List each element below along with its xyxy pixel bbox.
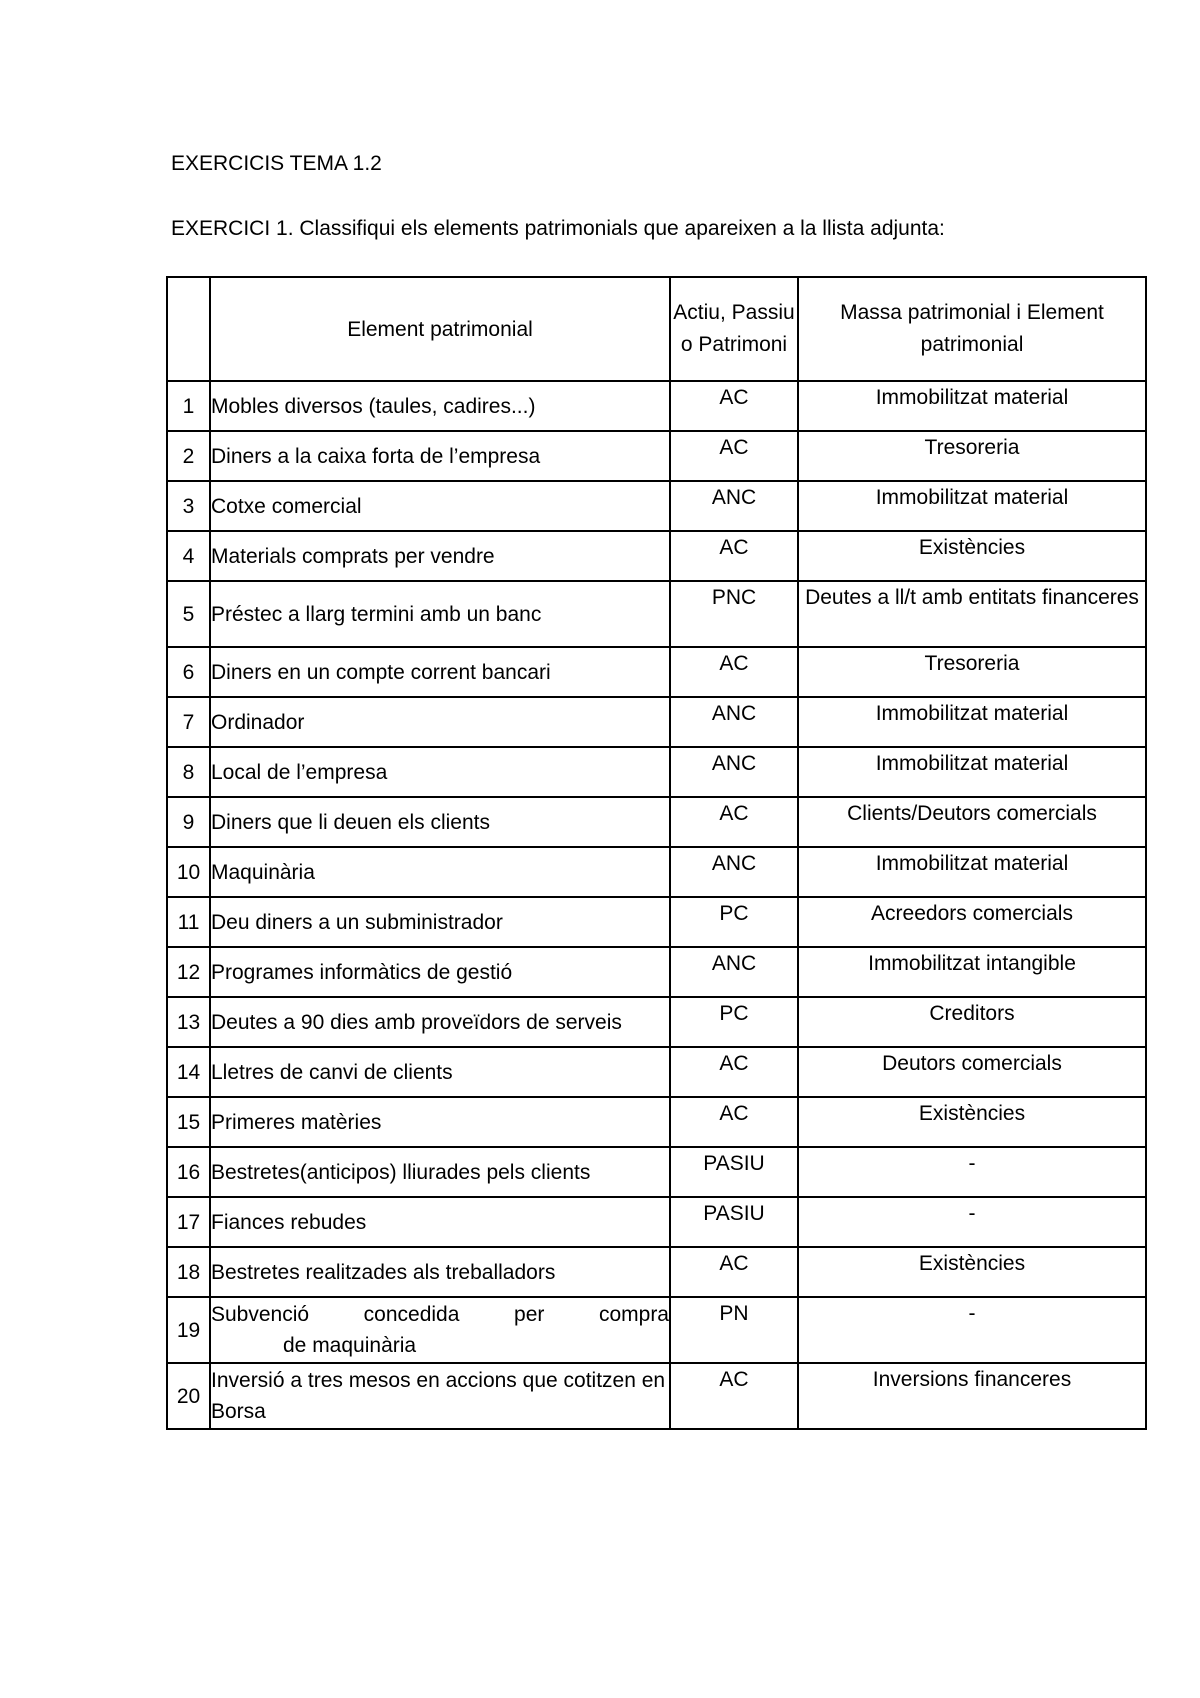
row-element: Cotxe comercial <box>210 481 670 531</box>
table-row <box>167 581 1146 647</box>
table-row <box>167 1363 1146 1429</box>
row-number: 12 <box>167 947 210 997</box>
page-title: EXERCICIS TEMA 1.2 <box>171 152 382 175</box>
row-element: Deutes a 90 dies amb proveïdors de serveis <box>210 997 670 1047</box>
header-element: Element patrimonial <box>210 277 670 381</box>
table-row <box>167 531 1146 581</box>
row-number: 6 <box>167 647 210 697</box>
exercise-statement: EXERCICI 1. Classifiqui els elements patrimonials que apareixen a la llista adjunta: <box>171 217 945 240</box>
table-row <box>167 947 1146 997</box>
row-mass: Acreedors comercials <box>798 897 1146 947</box>
row-type: AC <box>670 431 798 481</box>
table-row <box>167 797 1146 847</box>
row-type: PASIU <box>670 1197 798 1247</box>
row-element: Programes informàtics de gestió <box>210 947 670 997</box>
row-number: 15 <box>167 1097 210 1147</box>
row-mass: Immobilitzat material <box>798 481 1146 531</box>
row-element: Diners en un compte corrent bancari <box>210 647 670 697</box>
row-type: AC <box>670 647 798 697</box>
table-row <box>167 431 1146 481</box>
row-element: Mobles diversos (taules, cadires...) <box>210 381 670 431</box>
row-number: 7 <box>167 697 210 747</box>
row-number: 16 <box>167 1147 210 1197</box>
row-element: Diners a la caixa forta de l’empresa <box>210 431 670 481</box>
row-mass: Immobilitzat material <box>798 697 1146 747</box>
header-mass: Massa patrimonial i Element patrimonial <box>798 277 1146 381</box>
table-row <box>167 697 1146 747</box>
row-number: 5 <box>167 581 210 647</box>
row-element: Local de l’empresa <box>210 747 670 797</box>
table-row <box>167 997 1146 1047</box>
row-number: 3 <box>167 481 210 531</box>
row-type: PC <box>670 997 798 1047</box>
header-number <box>167 277 210 381</box>
row-element: Fiances rebudes <box>210 1197 670 1247</box>
row-mass: Deutes a ll/t amb entitats financeres <box>798 581 1146 647</box>
table-row <box>167 1047 1146 1097</box>
row-type: AC <box>670 1363 798 1429</box>
row-mass: Immobilitzat material <box>798 847 1146 897</box>
table-row <box>167 481 1146 531</box>
row-type: ANC <box>670 847 798 897</box>
row-element: Primeres matèries <box>210 1097 670 1147</box>
row-element: Inversió a tres mesos en accions que cotitzen en Borsa <box>210 1363 670 1429</box>
header-type: Actiu, Passiu o Patrimoni <box>670 277 798 381</box>
table-row <box>167 381 1146 431</box>
table-row <box>167 847 1146 897</box>
row-number: 14 <box>167 1047 210 1097</box>
table-row <box>167 1097 1146 1147</box>
row-element: Deu diners a un subministrador <box>210 897 670 947</box>
row-type: AC <box>670 797 798 847</box>
row-type: AC <box>670 1097 798 1147</box>
row-number: 10 <box>167 847 210 897</box>
row-element-line: de maquinària <box>283 1334 417 1357</box>
row-mass: Immobilitzat intangible <box>798 947 1146 997</box>
row-type: ANC <box>670 747 798 797</box>
row-type: AC <box>670 531 798 581</box>
row-element: Bestretes(anticipos) lliurades pels clients <box>210 1147 670 1197</box>
row-number: 1 <box>167 381 210 431</box>
row-element <box>210 1297 670 1363</box>
row-type: ANC <box>670 697 798 747</box>
row-element: Diners que li deuen els clients <box>210 797 670 847</box>
classification-table <box>166 276 1147 1430</box>
row-element: Maquinària <box>210 847 670 897</box>
row-mass: - <box>798 1147 1146 1197</box>
table-row <box>167 1247 1146 1297</box>
row-element-line: Subvenció concedida per compra <box>211 1303 669 1326</box>
row-mass: Clients/Deutors comercials <box>798 797 1146 847</box>
row-mass: Deutors comercials <box>798 1047 1146 1097</box>
table-row <box>167 647 1146 697</box>
row-element: Préstec a llarg termini amb un banc <box>210 581 670 647</box>
table-header-row <box>167 277 1146 381</box>
row-mass: - <box>798 1197 1146 1247</box>
row-element: Ordinador <box>210 697 670 747</box>
row-number: 4 <box>167 531 210 581</box>
row-type: PC <box>670 897 798 947</box>
table-row <box>167 1147 1146 1197</box>
row-number: 9 <box>167 797 210 847</box>
row-mass: - <box>798 1297 1146 1363</box>
row-element: Lletres de canvi de clients <box>210 1047 670 1097</box>
row-number: 19 <box>167 1297 210 1363</box>
row-number: 8 <box>167 747 210 797</box>
row-element: Bestretes realitzades als treballadors <box>210 1247 670 1297</box>
table-row <box>167 1297 1146 1363</box>
row-type: AC <box>670 1047 798 1097</box>
table-row <box>167 1197 1146 1247</box>
row-type: ANC <box>670 947 798 997</box>
row-number: 13 <box>167 997 210 1047</box>
row-type: AC <box>670 381 798 431</box>
row-mass: Existències <box>798 531 1146 581</box>
row-mass: Creditors <box>798 997 1146 1047</box>
row-number: 2 <box>167 431 210 481</box>
row-mass: Tresoreria <box>798 647 1146 697</box>
row-type: PASIU <box>670 1147 798 1197</box>
row-type: PN <box>670 1297 798 1363</box>
row-type: ANC <box>670 481 798 531</box>
row-number: 20 <box>167 1363 210 1429</box>
row-number: 17 <box>167 1197 210 1247</box>
row-mass: Existències <box>798 1247 1146 1297</box>
row-number: 18 <box>167 1247 210 1297</box>
row-mass: Existències <box>798 1097 1146 1147</box>
row-type: PNC <box>670 581 798 647</box>
table-row <box>167 897 1146 947</box>
row-mass: Immobilitzat material <box>798 747 1146 797</box>
row-mass: Immobilitzat material <box>798 381 1146 431</box>
row-type: AC <box>670 1247 798 1297</box>
table-row <box>167 747 1146 797</box>
row-mass: Tresoreria <box>798 431 1146 481</box>
row-element: Materials comprats per vendre <box>210 531 670 581</box>
row-number: 11 <box>167 897 210 947</box>
row-mass: Inversions financeres <box>798 1363 1146 1429</box>
